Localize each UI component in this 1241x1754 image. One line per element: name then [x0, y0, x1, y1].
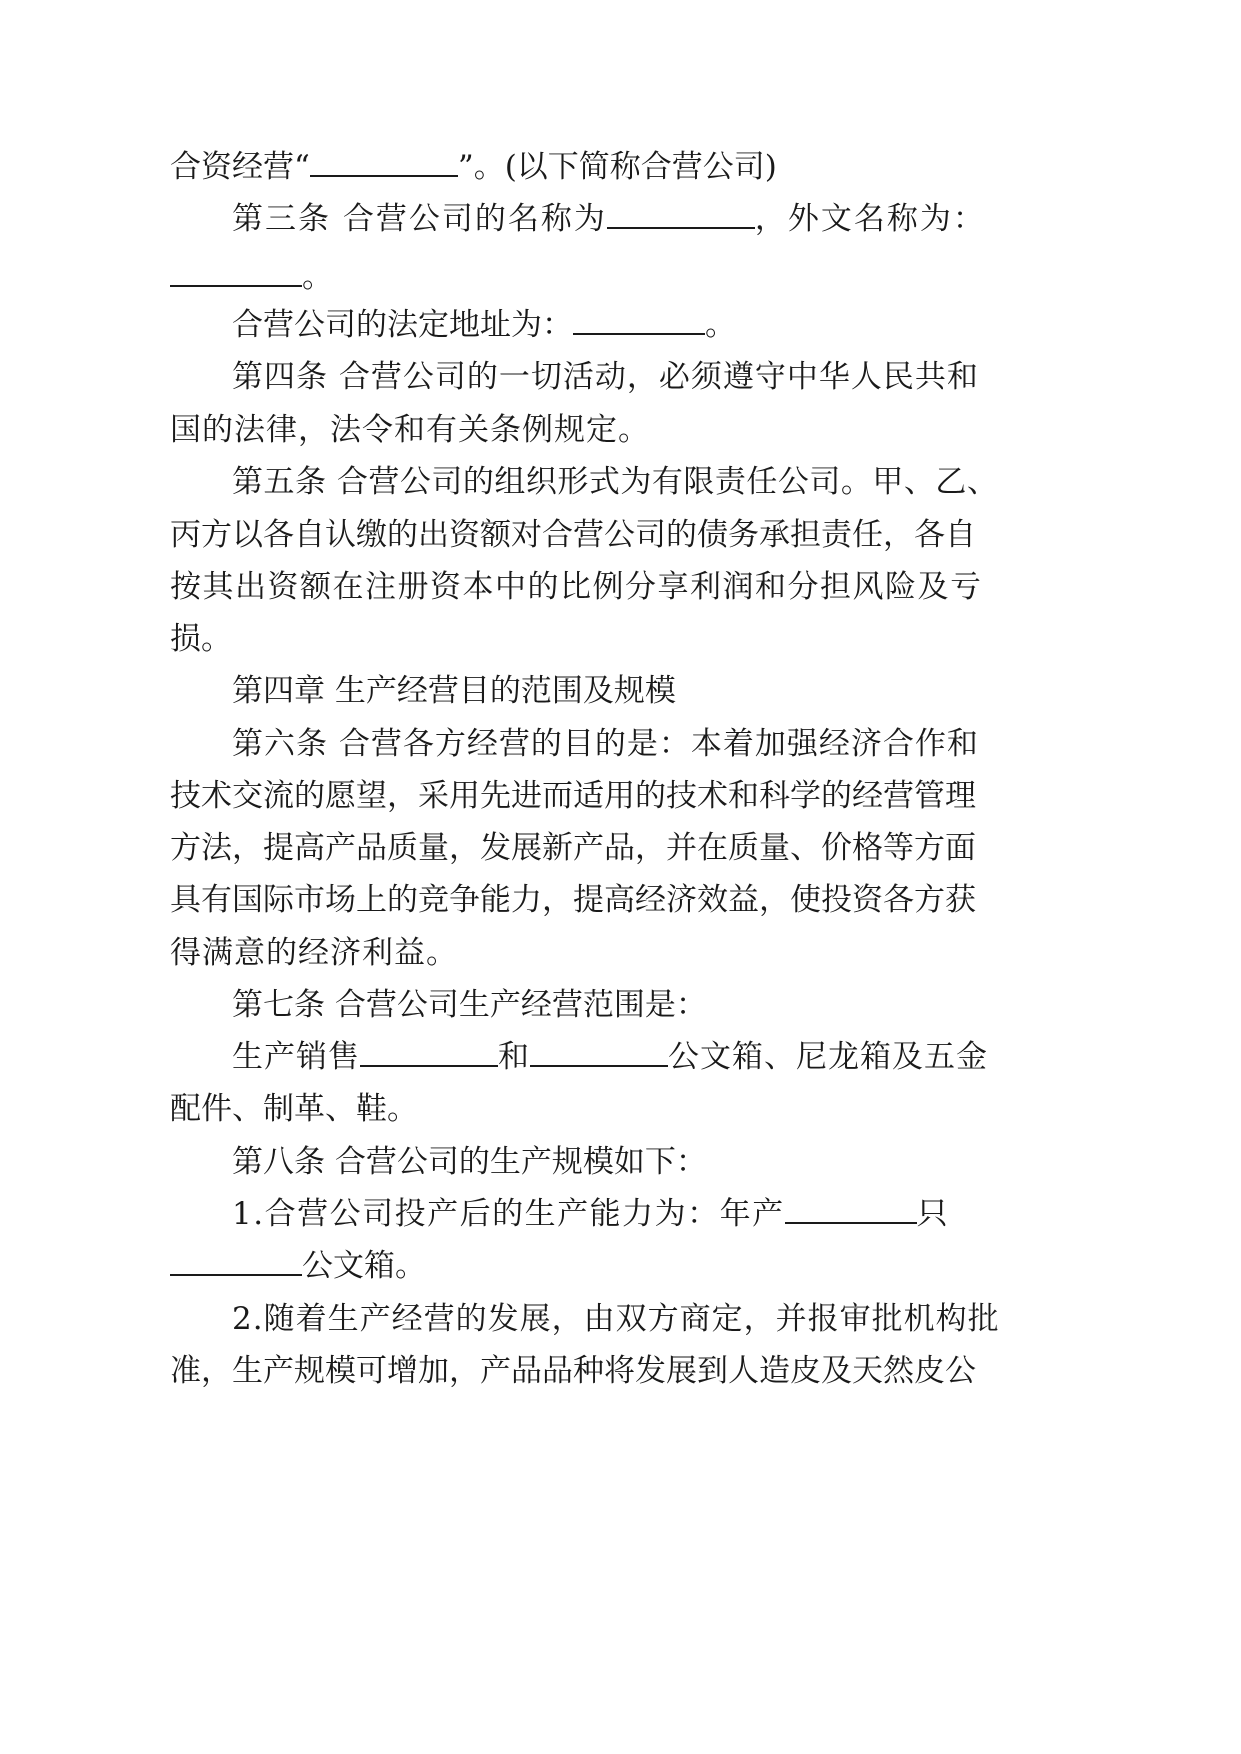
- text-line: [170, 1089, 418, 1129]
- fill-in-blank: [573, 307, 705, 335]
- text-line: [170, 933, 458, 973]
- text-segment: 公文箱。: [302, 1248, 426, 1284]
- text-segment: 第六条 合营各方经营的目的是：本着加强经济合作和: [232, 726, 979, 762]
- text-segment: 公文箱、尼龙箱及五金: [668, 1039, 988, 1075]
- text-line: [232, 305, 736, 345]
- text-line: [232, 199, 986, 239]
- text-segment: 丙方以各自认缴的出资额对合营公司的债务承担责任，各自: [170, 517, 976, 553]
- text-segment: 只: [916, 1196, 950, 1232]
- text-line: [170, 1351, 976, 1391]
- fill-in-blank: [360, 1039, 498, 1067]
- text-segment: 方法，提高产品质量，发展新产品，并在质量、价格等方面: [170, 830, 976, 866]
- text-segment: ，外文名称为：: [754, 201, 986, 237]
- fill-in-blank: [785, 1196, 917, 1224]
- fill-in-blank: [170, 1248, 302, 1276]
- text-line: [170, 619, 232, 659]
- text-segment: 第八条 合营公司的生产规模如下：: [232, 1144, 707, 1180]
- text-line: [170, 257, 333, 297]
- text-line: [232, 462, 998, 502]
- text-segment: 损。: [170, 621, 232, 657]
- text-segment: 1.合营公司投产后的生产能力为：年产: [232, 1196, 785, 1232]
- fill-in-blank: [607, 201, 755, 229]
- fill-in-blank: [310, 149, 458, 177]
- text-segment: 配件、制革、鞋。: [170, 1091, 418, 1127]
- text-line: [232, 724, 979, 764]
- text-line: [170, 1246, 426, 1286]
- text-segment: 准，生产规模可增加，产品品种将发展到人造皮及天然皮公: [170, 1353, 976, 1389]
- text-line: [170, 567, 983, 607]
- text-line: [170, 147, 777, 187]
- text-segment: 国的法律，法令和有关条例规定。: [170, 412, 650, 448]
- text-segment: 合营公司的法定地址为：: [232, 307, 573, 343]
- text-line: [232, 1142, 707, 1182]
- fill-in-blank: [170, 259, 302, 287]
- text-line: [170, 410, 650, 450]
- text-segment: 第四条 合营公司的一切活动，必须遵守中华人民共和: [232, 359, 979, 395]
- text-line: [232, 357, 979, 397]
- text-segment: 技术交流的愿望，采用先进而适用的技术和科学的经营管理: [170, 778, 976, 814]
- text-segment: 第五条 合营公司的组织形式为有限责任公司。甲、乙、: [232, 464, 999, 500]
- text-line: [170, 880, 976, 920]
- text-segment: 第四章 生产经营目的范围及规模: [232, 673, 676, 709]
- text-line: [232, 985, 707, 1025]
- text-segment: 。: [705, 307, 736, 343]
- text-segment: 。: [302, 259, 333, 295]
- text-segment: 得满意的经济利益。: [170, 935, 458, 971]
- text-segment: 第三条 合营公司的名称为: [232, 201, 607, 237]
- text-line: [170, 776, 976, 816]
- text-segment: 和: [498, 1039, 530, 1075]
- text-segment: 2.随着生产经营的发展，由双方商定，并报审批机构批: [232, 1301, 1000, 1337]
- text-line: [232, 671, 676, 711]
- text-segment: 按其出资额在注册资本中的比例分享利润和分担风险及亏: [170, 569, 983, 605]
- fill-in-blank: [530, 1039, 668, 1067]
- text-line: [232, 1299, 1000, 1339]
- text-line: [170, 828, 976, 868]
- text-line: [170, 515, 976, 555]
- text-line: [232, 1194, 949, 1234]
- text-segment: 生产销售: [232, 1039, 360, 1075]
- text-segment: 合资经营“: [170, 149, 310, 185]
- text-segment: ”。(以下简称合营公司): [457, 149, 777, 185]
- text-line: [232, 1037, 988, 1077]
- text-segment: 第七条 合营公司生产经营范围是：: [232, 987, 707, 1023]
- text-segment: 具有国际市场上的竞争能力，提高经济效益，使投资各方获: [170, 882, 976, 918]
